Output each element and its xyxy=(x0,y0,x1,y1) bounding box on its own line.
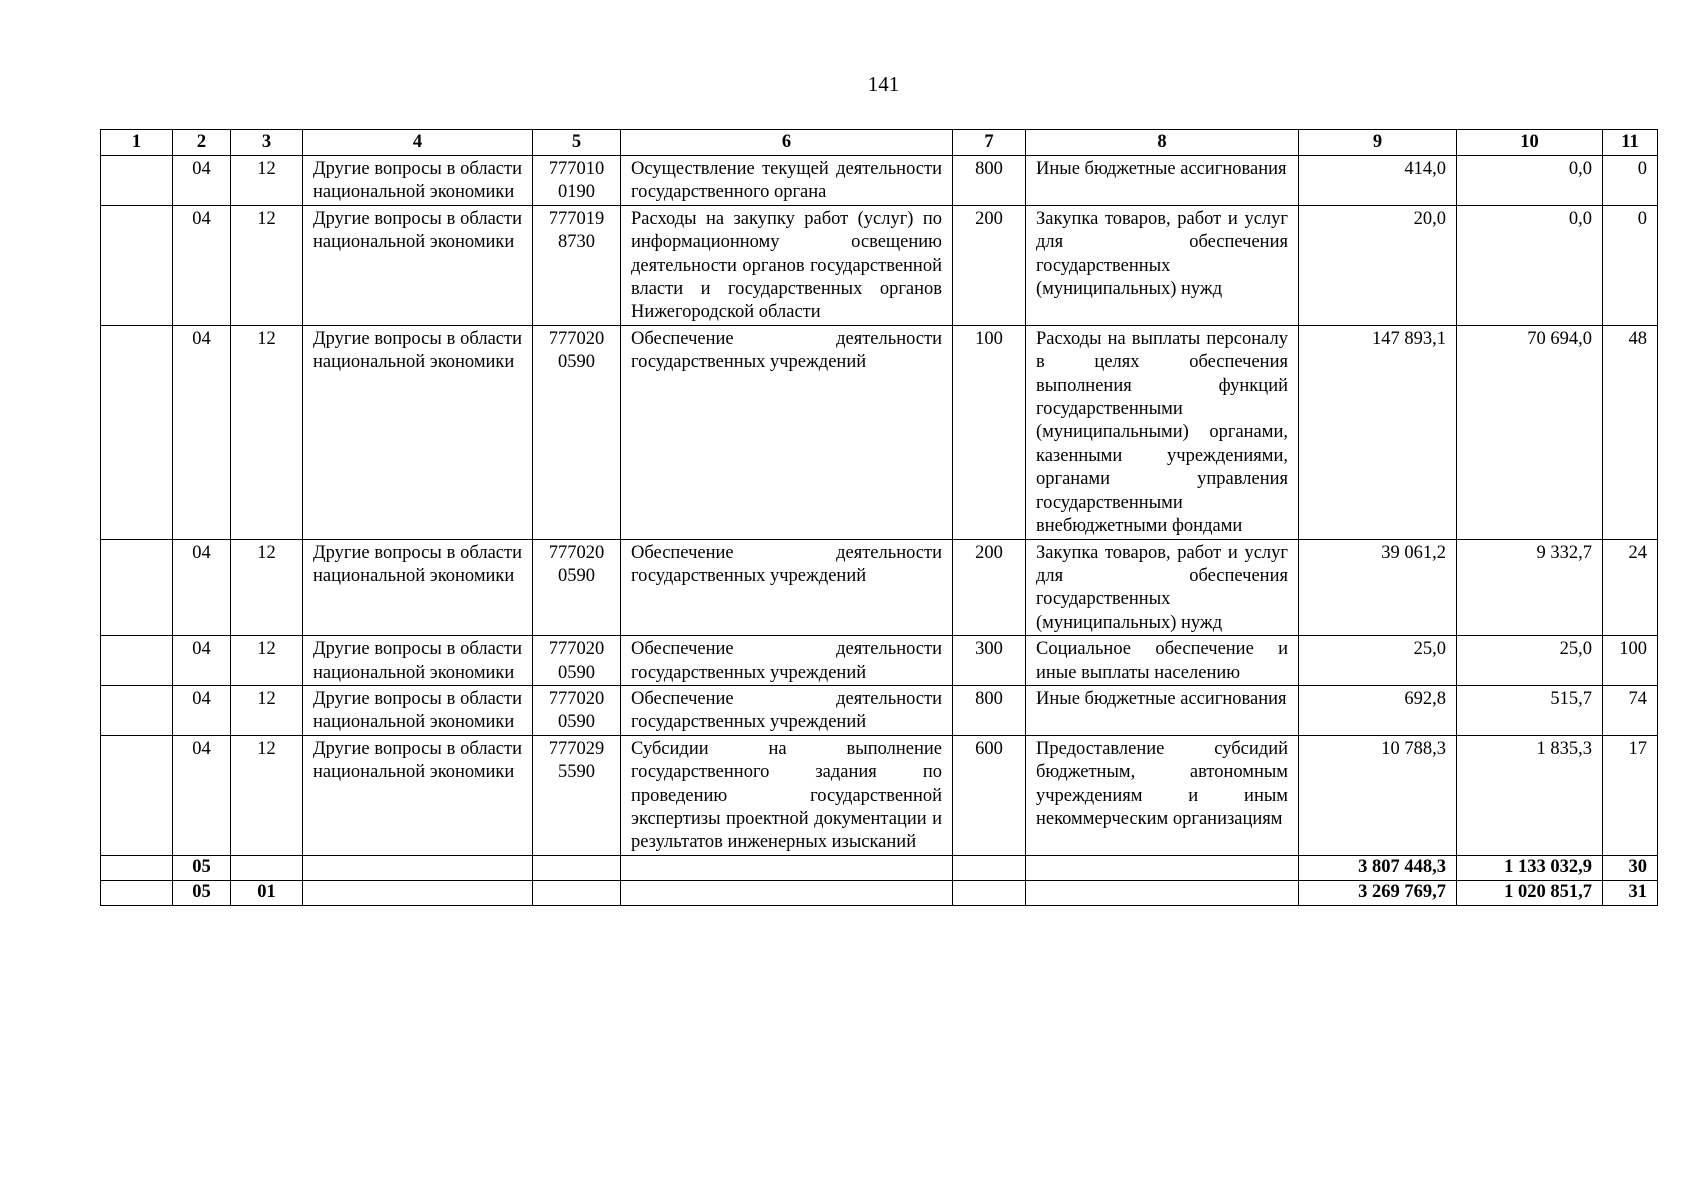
cell-expense-type-name: Закупка товаров, работ и услуг для обеспечения государственных (муниципальных) нужд xyxy=(1026,205,1299,325)
cell-subsection: 12 xyxy=(231,156,303,206)
cell-section: 05 xyxy=(173,880,231,905)
cell-expense-type-name: Иные бюджетные ассигнования xyxy=(1026,685,1299,735)
table-row xyxy=(101,156,1658,206)
column-header-11: 11 xyxy=(1603,130,1658,156)
cell-expense-type: 200 xyxy=(953,539,1026,636)
cell-expense-type-name: Социальное обеспечение и иные выплаты населению xyxy=(1026,636,1299,686)
column-number-row xyxy=(101,130,1658,156)
cell-value-10: 9 332,7 xyxy=(1457,539,1603,636)
cell-expense-type-name: Расходы на выплаты персоналу в целях обеспечения выполнения функций государственными (муниципальными) органами, казенными учреждениями, органами управления государственными внебюджетными фондами xyxy=(1026,325,1299,539)
cell-col1 xyxy=(101,539,173,636)
cell-expense-type: 200 xyxy=(953,205,1026,325)
table-row xyxy=(101,685,1658,735)
cell-value-9: 147 893,1 xyxy=(1299,325,1457,539)
cell-value-10: 0,0 xyxy=(1457,156,1603,206)
table-row xyxy=(101,735,1658,855)
cell-article-name: Обеспечение деятельности государственных учреждений xyxy=(621,539,953,636)
cell-section: 04 xyxy=(173,636,231,686)
cell-value-9: 692,8 xyxy=(1299,685,1457,735)
cell-percent: 0 xyxy=(1603,205,1658,325)
cell-subsection: 12 xyxy=(231,685,303,735)
cell-percent: 30 xyxy=(1603,855,1658,880)
table-row xyxy=(101,325,1658,539)
cell-col1 xyxy=(101,156,173,206)
cell-col1 xyxy=(101,735,173,855)
cell-value-9: 39 061,2 xyxy=(1299,539,1457,636)
total-row xyxy=(101,880,1658,905)
cell-target-article: 777019 8730 xyxy=(533,205,621,325)
cell-value-10: 1 133 032,9 xyxy=(1457,855,1603,880)
cell-target-article: 777020 0590 xyxy=(533,685,621,735)
cell-col1 xyxy=(101,685,173,735)
cell-article-name xyxy=(621,880,953,905)
cell-expense-type-name: Предоставление субсидий бюджетным, автономным учреждениям и иным некоммерческим организациям xyxy=(1026,735,1299,855)
cell-target-article: 777029 5590 xyxy=(533,735,621,855)
cell-expense-type-name xyxy=(1026,880,1299,905)
cell-subsection: 01 xyxy=(231,880,303,905)
page-number: 141 xyxy=(867,72,900,96)
cell-subsection-name: Другие вопросы в области национальной экономики xyxy=(303,539,533,636)
cell-article-name: Обеспечение деятельности государственных учреждений xyxy=(621,685,953,735)
table-row xyxy=(101,539,1658,636)
cell-section: 04 xyxy=(173,685,231,735)
column-header-6: 6 xyxy=(621,130,953,156)
cell-subsection-name: Другие вопросы в области национальной экономики xyxy=(303,735,533,855)
cell-percent: 0 xyxy=(1603,156,1658,206)
cell-col1 xyxy=(101,205,173,325)
cell-subsection xyxy=(231,855,303,880)
cell-subsection: 12 xyxy=(231,205,303,325)
column-header-8: 8 xyxy=(1026,130,1299,156)
cell-article-name: Обеспечение деятельности государственных учреждений xyxy=(621,636,953,686)
cell-subsection-name: Другие вопросы в области национальной экономики xyxy=(303,636,533,686)
cell-subsection-name: Другие вопросы в области национальной экономики xyxy=(303,325,533,539)
cell-value-9: 414,0 xyxy=(1299,156,1457,206)
cell-article-name: Осуществление текущей деятельности государственного органа xyxy=(621,156,953,206)
cell-target-article xyxy=(533,855,621,880)
cell-target-article: 777020 0590 xyxy=(533,539,621,636)
table-row xyxy=(101,636,1658,686)
cell-col1 xyxy=(101,325,173,539)
column-header-4: 4 xyxy=(303,130,533,156)
cell-value-10: 0,0 xyxy=(1457,205,1603,325)
cell-value-9: 25,0 xyxy=(1299,636,1457,686)
cell-col1 xyxy=(101,636,173,686)
cell-section: 04 xyxy=(173,156,231,206)
cell-col1 xyxy=(101,855,173,880)
cell-value-10: 515,7 xyxy=(1457,685,1603,735)
cell-expense-type: 100 xyxy=(953,325,1026,539)
cell-target-article: 777010 0190 xyxy=(533,156,621,206)
column-header-5: 5 xyxy=(533,130,621,156)
cell-section: 05 xyxy=(173,855,231,880)
cell-value-10: 1 020 851,7 xyxy=(1457,880,1603,905)
cell-expense-type: 800 xyxy=(953,156,1026,206)
cell-value-10: 1 835,3 xyxy=(1457,735,1603,855)
cell-expense-type: 600 xyxy=(953,735,1026,855)
cell-section: 04 xyxy=(173,205,231,325)
cell-subsection-name: Другие вопросы в области национальной экономики xyxy=(303,156,533,206)
cell-expense-type xyxy=(953,880,1026,905)
column-header-2: 2 xyxy=(173,130,231,156)
cell-expense-type: 800 xyxy=(953,685,1026,735)
column-header-7: 7 xyxy=(953,130,1026,156)
cell-percent: 17 xyxy=(1603,735,1658,855)
cell-value-9: 3 269 769,7 xyxy=(1299,880,1457,905)
cell-subsection: 12 xyxy=(231,636,303,686)
cell-value-10: 25,0 xyxy=(1457,636,1603,686)
cell-subsection-name xyxy=(303,880,533,905)
cell-expense-type-name: Закупка товаров, работ и услуг для обеспечения государственных (муниципальных) нужд xyxy=(1026,539,1299,636)
cell-article-name: Обеспечение деятельности государственных учреждений xyxy=(621,325,953,539)
cell-percent: 100 xyxy=(1603,636,1658,686)
cell-target-article: 777020 0590 xyxy=(533,325,621,539)
column-header-10: 10 xyxy=(1457,130,1603,156)
total-row xyxy=(101,855,1658,880)
cell-col1 xyxy=(101,880,173,905)
cell-article-name xyxy=(621,855,953,880)
cell-subsection: 12 xyxy=(231,735,303,855)
cell-subsection: 12 xyxy=(231,539,303,636)
cell-percent: 74 xyxy=(1603,685,1658,735)
budget-table xyxy=(100,129,1658,906)
cell-section: 04 xyxy=(173,325,231,539)
cell-percent: 31 xyxy=(1603,880,1658,905)
cell-value-9: 3 807 448,3 xyxy=(1299,855,1457,880)
cell-section: 04 xyxy=(173,735,231,855)
cell-percent: 24 xyxy=(1603,539,1658,636)
column-header-9: 9 xyxy=(1299,130,1457,156)
cell-value-10: 70 694,0 xyxy=(1457,325,1603,539)
cell-subsection: 12 xyxy=(231,325,303,539)
table-header xyxy=(101,130,1658,156)
cell-expense-type-name: Иные бюджетные ассигнования xyxy=(1026,156,1299,206)
cell-subsection-name: Другие вопросы в области национальной экономики xyxy=(303,685,533,735)
cell-target-article xyxy=(533,880,621,905)
table-row xyxy=(101,205,1658,325)
cell-target-article: 777020 0590 xyxy=(533,636,621,686)
cell-value-9: 20,0 xyxy=(1299,205,1457,325)
cell-value-9: 10 788,3 xyxy=(1299,735,1457,855)
cell-percent: 48 xyxy=(1603,325,1658,539)
cell-section: 04 xyxy=(173,539,231,636)
cell-subsection-name: Другие вопросы в области национальной экономики xyxy=(303,205,533,325)
cell-expense-type: 300 xyxy=(953,636,1026,686)
column-header-3: 3 xyxy=(231,130,303,156)
cell-article-name: Субсидии на выполнение государственного задания по проведению государственной экспертизы проектной документации и результатов инженерных изысканий xyxy=(621,735,953,855)
cell-expense-type-name xyxy=(1026,855,1299,880)
cell-article-name: Расходы на закупку работ (услуг) по информационному освещению деятельности органов государственной власти и государственных органов Нижегородской области xyxy=(621,205,953,325)
cell-expense-type xyxy=(953,855,1026,880)
column-header-1: 1 xyxy=(101,130,173,156)
cell-subsection-name xyxy=(303,855,533,880)
